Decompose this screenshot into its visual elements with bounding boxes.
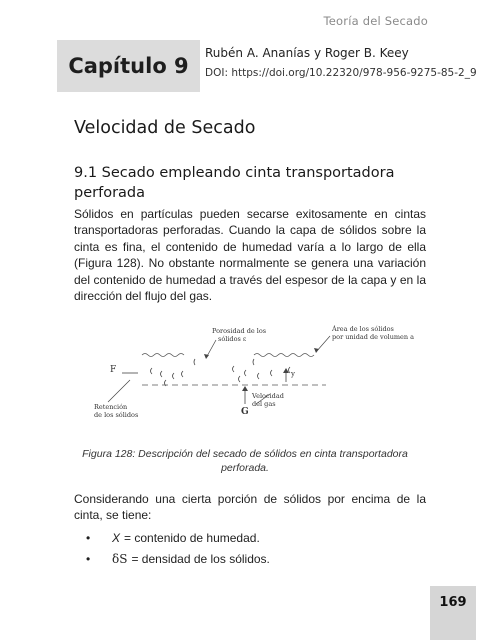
label-velocity-2: del gas (252, 400, 276, 408)
arrowhead-G (242, 386, 248, 391)
figure-128-diagram (94, 318, 415, 434)
variable-description: = densidad de los sólidos. (131, 552, 270, 566)
list-item (86, 552, 270, 573)
label-area-2: por unidad de volumen a (332, 333, 415, 341)
bullet-mark: • (86, 552, 91, 566)
chapter-box (57, 40, 200, 92)
variable-symbol: X (112, 531, 121, 545)
solids-top-edge-2 (254, 354, 314, 357)
leader-retention (108, 380, 130, 402)
label-retention-1: Retención (94, 403, 128, 411)
label-G: G (241, 407, 249, 417)
label-area-1: Área de los sólidos (332, 325, 394, 333)
figure-caption: Figura 128: Descripción del secado de sólidos en cinta transportadora perforada. (82, 448, 408, 474)
paragraph-1: Sólidos en partículas pueden secarse exitosamente en cintas transportadoras perforadas. Cuando la capa de sólidos sobre la cinta es fina, el contenido de humedad varía a lo largo de ella (Figura 128). No obstante normalmente se genera una variación del contenido de humedad a través del espesor de la capa y en la dirección del flujo del gas. (74, 207, 426, 304)
section-title: Velocidad de Secado (74, 118, 256, 138)
arrowhead-y (283, 368, 289, 373)
page-number: 169 (439, 595, 467, 610)
arrowhead-porosity (204, 354, 209, 359)
running-head: Teoría del Secado (323, 14, 428, 28)
label-F: F (110, 365, 117, 375)
solids-top-edge (142, 354, 184, 357)
chapter-title: Capítulo 9 (68, 54, 189, 78)
label-porosity-2: sólidos ε (218, 335, 247, 343)
particles (151, 359, 291, 386)
variable-symbol: δS (112, 552, 128, 566)
chapter-doi[interactable]: DOI: https://doi.org/10.22320/978-956-9275-85-2_9 (205, 67, 477, 79)
label-y: y (291, 370, 295, 378)
label-porosity-1: Porosidad de los (212, 327, 267, 335)
arrowhead-area (314, 348, 319, 353)
variable-list (86, 531, 270, 573)
subsection-title: 9.1 Secado empleando cinta transportadora perforada (74, 165, 395, 201)
label-retention-2: de los sólidos (94, 411, 139, 419)
variable-description: = contenido de humedad. (124, 531, 260, 545)
bullet-mark: • (86, 531, 91, 545)
chapter-authors: Rubén A. Ananías y Roger B. Keey (205, 46, 409, 60)
page-number-tab (430, 586, 476, 640)
label-velocity-1: Velocidad (252, 392, 284, 400)
paragraph-2: Considerando una cierta porción de sólidos por encima de la cinta, se tiene: (74, 492, 426, 523)
list-item (86, 531, 270, 552)
